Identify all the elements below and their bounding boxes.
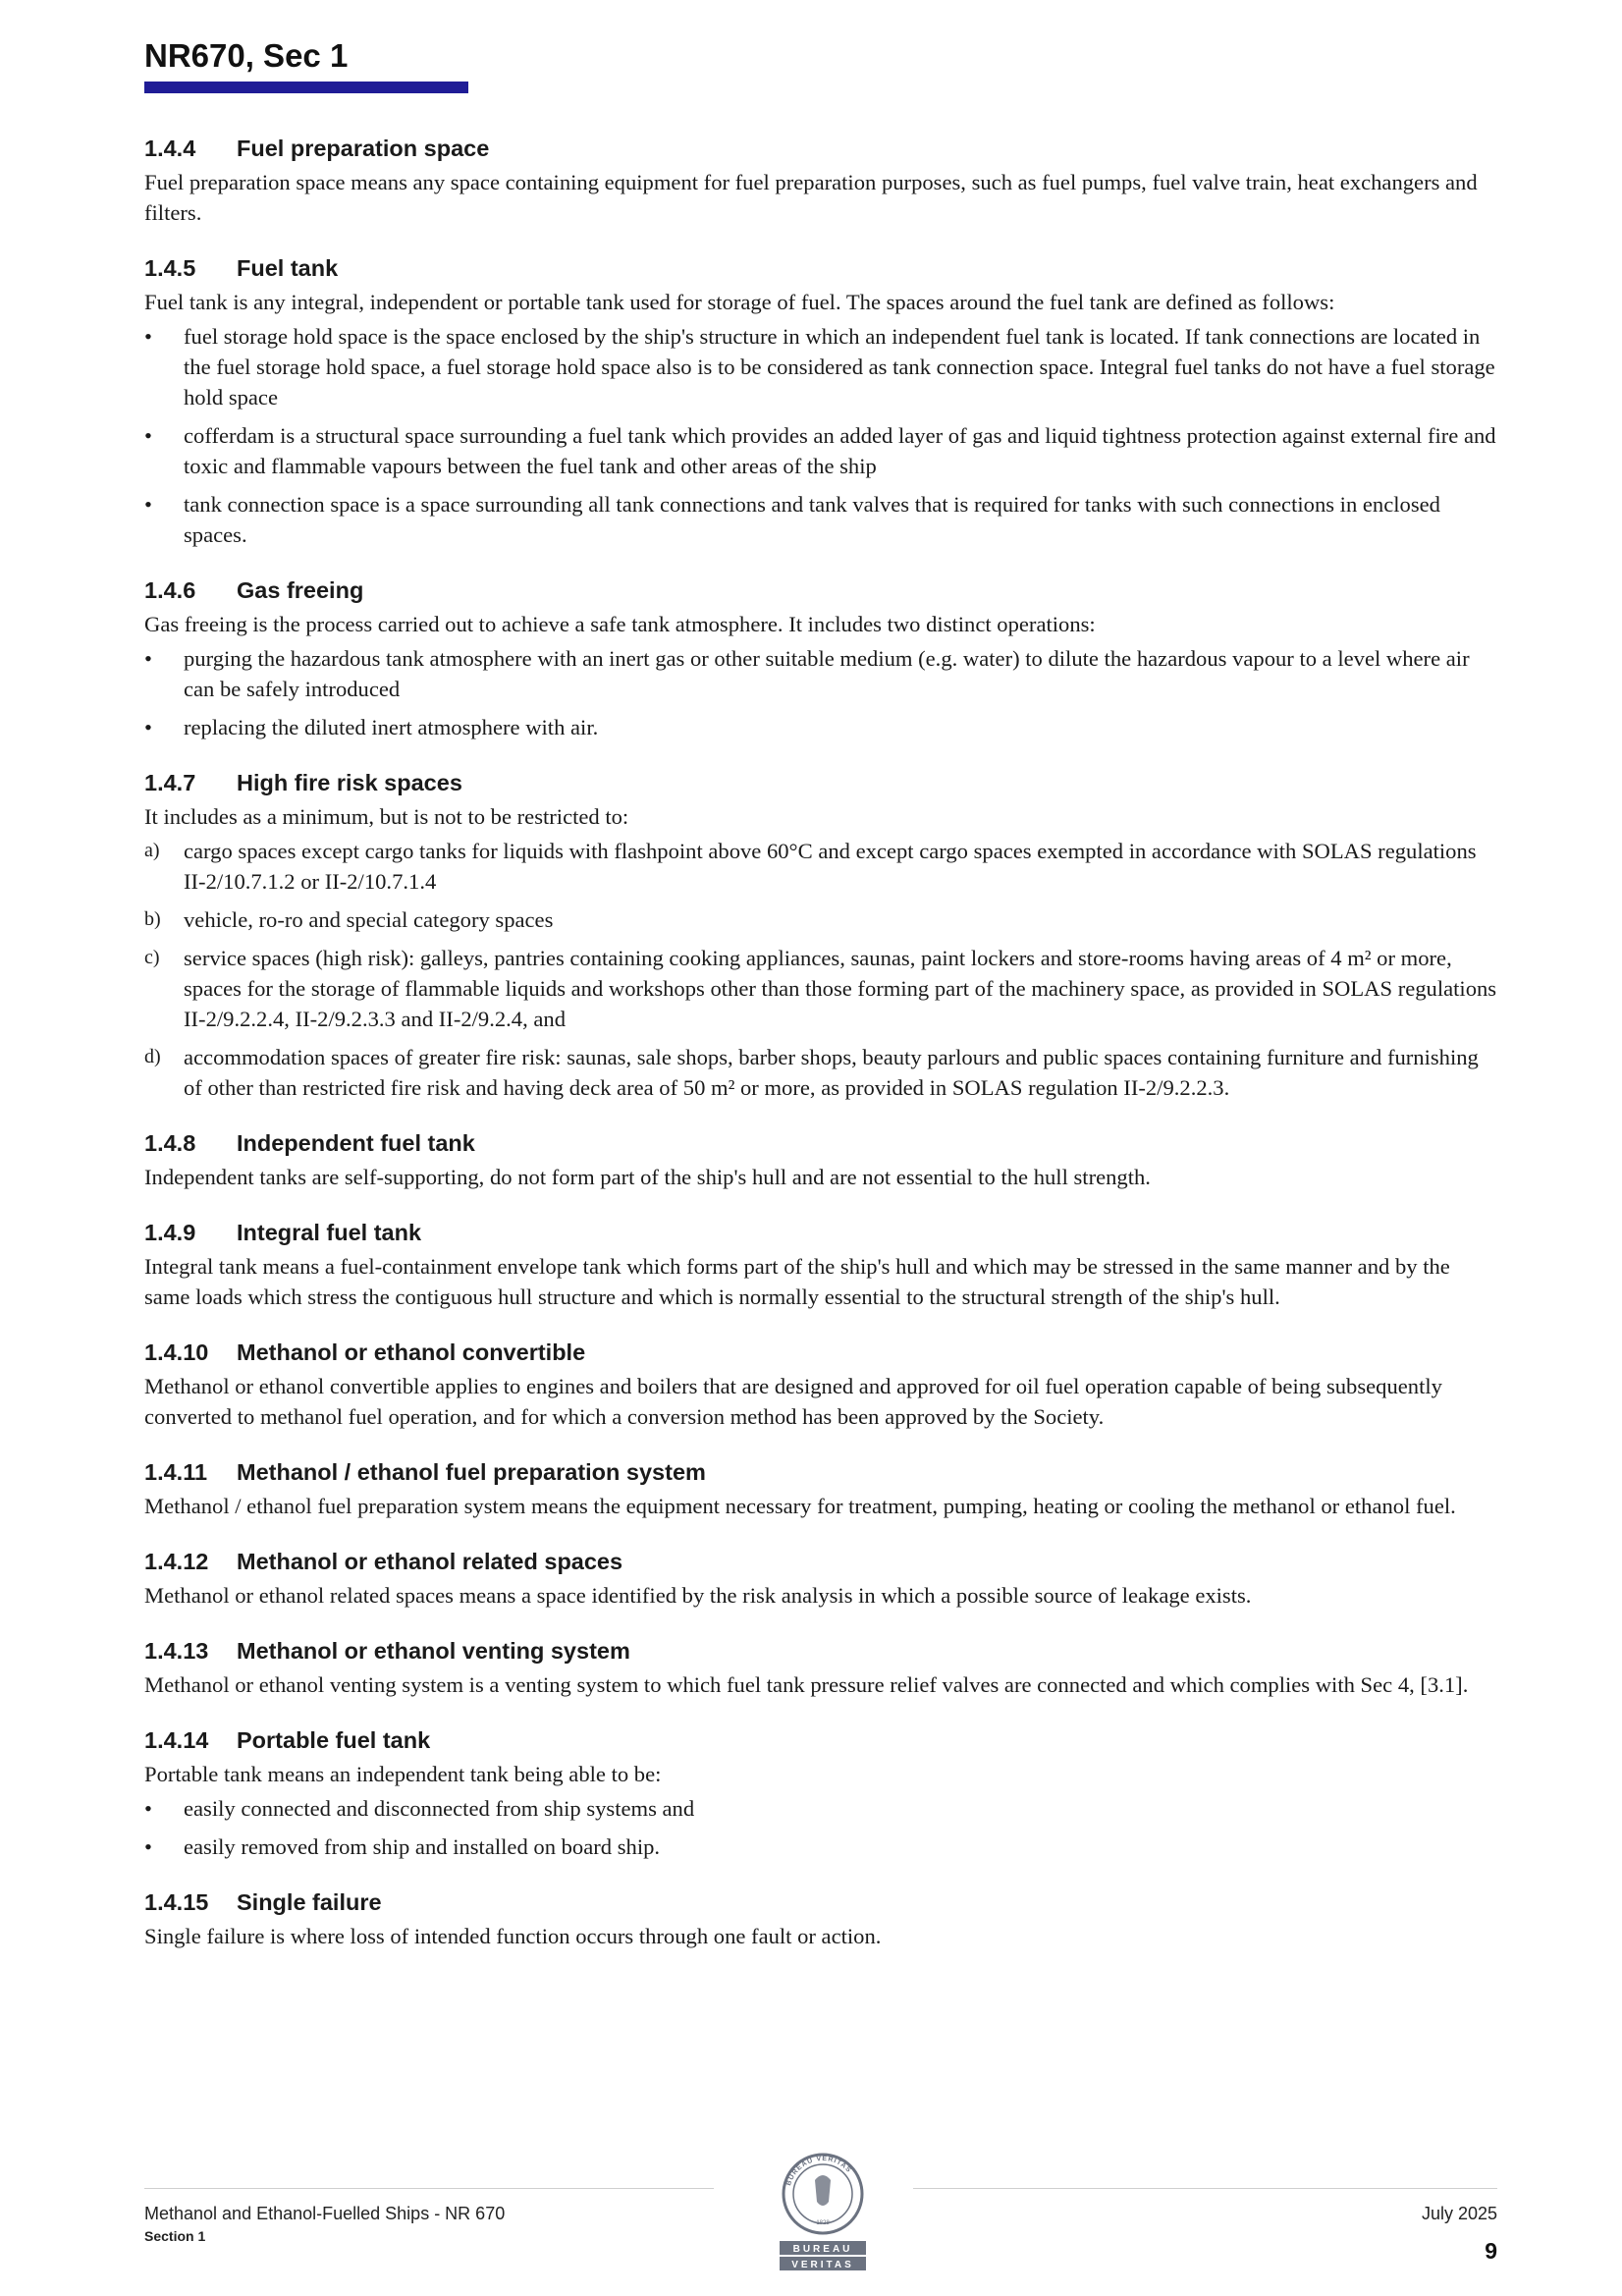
section-paragraph: It includes as a minimum, but is not to be restricted to: [144, 804, 629, 829]
section-title: Methanol or ethanol convertible [237, 1339, 586, 1365]
section-1-4-8 [144, 1128, 1499, 1192]
footer-section-label: Section 1 [144, 2228, 206, 2244]
bullet-icon: • [144, 324, 152, 349]
section-paragraph: Fuel preparation space means any space containing equipment for fuel preparation purposes, such as fuel pumps, fuel valve train, heat exchangers and filters. [144, 170, 1478, 225]
section-title: Gas freeing [237, 577, 364, 603]
section-number: 1.4.9 [144, 1220, 196, 1245]
bureau-veritas-logo [776, 2151, 870, 2274]
list-item [144, 943, 1499, 1034]
bullet-icon: • [144, 1834, 152, 1859]
section-title: Integral fuel tank [237, 1220, 422, 1245]
list-item-text: vehicle, ro-ro and special category spaces [184, 907, 554, 932]
list-item [144, 420, 1499, 481]
section-title: Methanol or ethanol venting system [237, 1638, 630, 1664]
section-paragraph: Methanol or ethanol convertible applies to engines and boilers that are designed and approved for oil fuel operation capable of being subsequently converted to methanol fuel operation, and for which a conversion method has been approved by the Society. [144, 1374, 1442, 1429]
list-item-text: easily removed from ship and installed on board ship. [184, 1834, 661, 1859]
section-1-4-6 [144, 575, 1499, 742]
section-heading [144, 575, 1499, 605]
section-paragraph: Methanol or ethanol venting system is a venting system to which fuel tank pressure relief valves are connected and which complies with Sec 4, [3.1]. [144, 1672, 1469, 1697]
section-paragraph: Portable tank means an independent tank being able to be: [144, 1762, 662, 1786]
bullet-list [144, 321, 1499, 550]
section-number: 1.4.12 [144, 1549, 209, 1574]
logo-text-veritas: VERITAS [791, 2260, 854, 2270]
section-heading [144, 1218, 1499, 1247]
section-paragraph: Methanol / ethanol fuel preparation system means the equipment necessary for treatment, pumping, heating or cooling the methanol or ethanol fuel. [144, 1494, 1456, 1518]
bullet-icon: • [144, 423, 152, 448]
list-item [144, 904, 1499, 935]
section-1-4-12 [144, 1547, 1499, 1611]
section-title: High fire risk spaces [237, 770, 462, 795]
section-paragraph: Gas freeing is the process carried out to achieve a safe tank atmosphere. It includes two distinct operations: [144, 612, 1096, 636]
list-item [144, 489, 1499, 550]
section-title: Methanol or ethanol related spaces [237, 1549, 623, 1574]
bullet-list [144, 643, 1499, 742]
section-1-4-4 [144, 134, 1499, 228]
section-heading [144, 134, 1499, 163]
section-number: 1.4.7 [144, 770, 196, 795]
section-1-4-11 [144, 1457, 1499, 1521]
section-number: 1.4.13 [144, 1638, 209, 1664]
list-item-text: replacing the diluted inert atmosphere with air. [184, 715, 599, 739]
section-heading [144, 1457, 1499, 1487]
list-item-text: accommodation spaces of greater fire risk: saunas, sale shops, barber shops, beauty parlours and public spaces containing furniture and furnishing of other than restricted fire risk and having deck area of 50 m² or more, as provided in SOLAS regulation II-2/9.2.2.3. [184, 1045, 1479, 1100]
footer-left [144, 2204, 505, 2244]
list-item [144, 643, 1499, 704]
section-1-4-14 [144, 1725, 1499, 1862]
document-body [144, 134, 1499, 1977]
section-number: 1.4.14 [144, 1727, 209, 1753]
section-1-4-10 [144, 1338, 1499, 1432]
section-title: Portable fuel tank [237, 1727, 431, 1753]
section-number: 1.4.4 [144, 136, 196, 161]
section-number: 1.4.11 [144, 1459, 208, 1485]
page-header-title: NR670, Sec 1 [144, 37, 349, 74]
list-letter: d) [144, 1046, 161, 1067]
section-heading [144, 1128, 1499, 1158]
section-1-4-15 [144, 1887, 1499, 1951]
footer-divider-right [913, 2188, 1497, 2189]
list-item-text: service spaces (high risk): galleys, pantries containing cooking appliances, saunas, paint lockers and store-rooms having areas of 4 m² or more, spaces for the storage of flammable liquids and workshops other than those forming part of the machinery space, as provided in SOLAS regulations II-2/9.2.2.4, II-2/9.2.3.3 and II-2/9.2.4, and [184, 946, 1497, 1031]
section-1-4-9 [144, 1218, 1499, 1312]
page-number: 9 [1485, 2238, 1497, 2264]
list-letter: c) [144, 947, 160, 968]
section-title: Fuel preparation space [237, 136, 490, 161]
section-paragraph: Methanol or ethanol related spaces means a space identified by the risk analysis in which a possible source of leakage exists. [144, 1583, 1252, 1608]
section-number: 1.4.6 [144, 577, 196, 603]
footer-divider-left [144, 2188, 714, 2189]
list-item-text: cofferdam is a structural space surrounding a fuel tank which provides an added layer of gas and liquid tightness protection against external fire and toxic and flammable vapours between the fuel tank and other areas of the ship [184, 423, 1496, 478]
list-item [144, 836, 1499, 897]
section-number: 1.4.10 [144, 1339, 209, 1365]
section-title: Independent fuel tank [237, 1130, 475, 1156]
bullet-icon: • [144, 492, 152, 517]
list-letter: a) [144, 840, 160, 861]
list-item [144, 1793, 1499, 1824]
list-item-text: fuel storage hold space is the space enclosed by the ship's structure in which an independent fuel tank is located. If tank connections are located in the fuel storage hold space, a fuel storage hold space also is to be considered as tank connection space. Integral fuel tanks do not have a fuel storage hold space [184, 324, 1495, 410]
footer-document-title: Methanol and Ethanol-Fuelled Ships - NR 670 [144, 2204, 506, 2223]
list-item [144, 321, 1499, 412]
list-item-text: easily connected and disconnected from ship systems and [184, 1796, 695, 1821]
bullet-icon: • [144, 1796, 152, 1821]
footer-right [1422, 2204, 1497, 2265]
section-heading [144, 1636, 1499, 1666]
bullet-icon: • [144, 715, 152, 739]
section-1-4-5 [144, 253, 1499, 550]
footer-date: July 2025 [1421, 2204, 1497, 2223]
logo-year: 1828 [816, 2220, 830, 2226]
list-item [144, 1831, 1499, 1862]
section-number: 1.4.15 [144, 1889, 209, 1915]
section-heading [144, 1338, 1499, 1367]
section-1-4-13 [144, 1636, 1499, 1700]
section-heading [144, 253, 1499, 283]
section-paragraph: Independent tanks are self-supporting, do not form part of the ship's hull and are not essential to the hull strength. [144, 1165, 1151, 1189]
list-item [144, 712, 1499, 742]
list-item-text: cargo spaces except cargo tanks for liquids with flashpoint above 60°C and except cargo spaces exempted in accordance with SOLAS regulations II-2/10.7.1.2 or II-2/10.7.1.4 [184, 839, 1477, 894]
section-heading [144, 1887, 1499, 1917]
header-accent-bar [144, 82, 468, 93]
section-heading [144, 1725, 1499, 1755]
bullet-icon: • [144, 646, 152, 671]
list-item [144, 1042, 1499, 1103]
section-number: 1.4.5 [144, 255, 196, 281]
section-paragraph: Fuel tank is any integral, independent or portable tank used for storage of fuel. The spaces around the fuel tank are defined as follows: [144, 290, 1335, 314]
list-item-text: tank connection space is a space surrounding all tank connections and tank valves that is required for tanks with such connections in enclosed spaces. [184, 492, 1440, 547]
logo-text-bureau: BUREAU [792, 2244, 853, 2255]
section-heading [144, 768, 1499, 797]
lettered-list [144, 836, 1499, 1103]
list-item-text: purging the hazardous tank atmosphere with an inert gas or other suitable medium (e.g. water) to dilute the hazardous vapour to a level where air can be safely introduced [184, 646, 1470, 701]
section-paragraph: Integral tank means a fuel-containment envelope tank which forms part of the ship's hull and which may be stressed in the same manner and by the same loads which stress the contiguous hull structure and which is normally essential to the structural strength of the ship's hull. [144, 1254, 1450, 1309]
section-title: Fuel tank [237, 255, 339, 281]
section-1-4-7 [144, 768, 1499, 1103]
list-letter: b) [144, 908, 161, 930]
section-title: Single failure [237, 1889, 382, 1915]
section-number: 1.4.8 [144, 1130, 196, 1156]
logo-ring-text: BUREAU VERITAS [785, 2155, 853, 2187]
bullet-list [144, 1793, 1499, 1862]
section-title: Methanol / ethanol fuel preparation system [237, 1459, 706, 1485]
section-heading [144, 1547, 1499, 1576]
section-paragraph: Single failure is where loss of intended function occurs through one fault or action. [144, 1924, 882, 1948]
